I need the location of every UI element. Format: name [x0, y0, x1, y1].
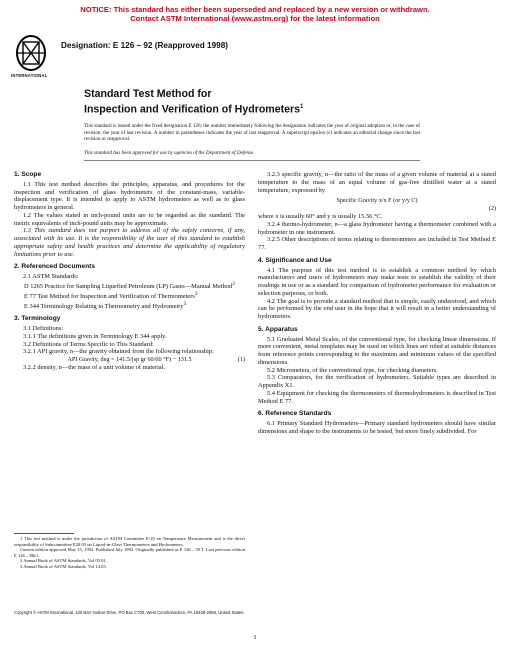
footnote-3: 3 Annual Book of ASTM Standards, Vol 14.03.: [20, 563, 107, 569]
designation: Designation: E 126 – 92 (Reapproved 1998): [61, 41, 228, 50]
footnote-2: 2 Annual Book of ASTM Standards, Vol 05.01.: [20, 558, 107, 564]
para-3-2-1: 3.2.1 API gravity, n—the gravity obtained from the following relationship:: [23, 348, 214, 356]
para-2-1: 2.1 ASTM Standards:: [23, 273, 79, 280]
intro-paragraph: This standard is issued under the fixed designation E 126; the number immediately following the designation indicates the year of original adoption or, in the case of revision, the year of last revision. A number in parentheses indicates the year of last reapproval. A superscript epsilon (ε) indicates an editorial change since the last revision or reapproval.: [84, 123, 420, 142]
para-1-2: 1.2 The values stated in inch-pound units are to be regarded as the standard. The metric equivalents of inch-pound units may be approximate.: [14, 211, 245, 227]
section-3-heading: 3. Terminology: [14, 315, 61, 323]
reference-e344: E 344 Terminology Relating to Thermometry and Hydrometry$^3$: [24, 300, 187, 310]
copyright-line: Copyright © ASTM International, 100 Barr Harbor Drive, PO Box C700, West Conshohocken, PA 19428-2959, United States.: [14, 610, 245, 615]
section-6-heading: 6. Reference Standards: [258, 410, 332, 418]
para-5-2: 5.2 Micrometers, of the conventional type, for checking diameters.: [267, 366, 438, 374]
notice-line-2: Contact ASTM International (www.astm.org) for the latest information: [130, 14, 380, 23]
notice-banner: [0, 5, 510, 23]
section-5-heading: 5. Apparatus: [258, 325, 298, 333]
equation-1: API Gravity, deg = 141.5/(sp gr 60/60 °F) − 131.5 (1): [67, 356, 245, 364]
left-column: [14, 171, 245, 372]
para-5-4: 5.4 Equipment for checking the thermometers of thermohydrometers is described in Test Method E 77.: [258, 389, 496, 405]
para-3-2-4: 3.2.4 thermo-hydrometer, n—a glass hydrometer having a thermometer combined with a hydrometer in one instrument.: [258, 220, 496, 236]
header-divider: [84, 160, 420, 161]
section-4-heading: 4. Significance and Use: [258, 256, 332, 264]
para-1-1: 1.1 This test method describes the principles, apparatus, and procedures for the inspection and verification of glass hydrometers of the constant-mass, variable-displacement type. It is intended to apply to ASTM hydrometers as well as to glass hydrometers in general.: [14, 180, 245, 211]
right-column: [258, 171, 496, 436]
title-line-2: Inspection and Verification of Hydrometers: [84, 103, 301, 116]
equation-2: Specific Gravity x/x F (or y/y C) (2): [336, 197, 496, 213]
para-1-3: 1.3 This standard does not purport to address all of the safety concerns, if any, associated with its use. It is the responsibility of the user of this standard to establish appropriate safety and health practices and determine the applicability of regulatory limitations prior to use.: [14, 227, 245, 258]
notice-line-1: NOTICE: This standard has either been superseded and replaced by a new version or withdrawn.: [80, 5, 430, 14]
page-number: 1: [253, 634, 257, 641]
section-2-heading: 2. Referenced Documents: [14, 263, 95, 271]
reference-e77: E 77 Test Method for Inspection and Verification of Thermometers$^3$: [24, 290, 198, 300]
para-5-1: 5.1 Graduated Metal Scales, of the conventional type, for checking linear dimensions. If more convenient, metal templates may be used on which lines are ruled at suitable distances from reference points corresponding to the maximum and minimum values of the specified dimensions.: [258, 335, 496, 366]
para-5-3: 5.3 Comparators, for the verification of hydrometers. Suitable types are described in Appendix X1.: [258, 374, 496, 389]
para-3-2: 3.2 Definitions of Terms Specific to This Standard:: [23, 340, 154, 348]
para-4-2: 4.2 The goal is to provide a standard method that is simple, easily understood, and which can be performed by the end user in the hope that it will result in a better understanding of hydrometers.: [258, 297, 496, 320]
footnote-1b: Current edition approved May 15, 1992. Published July 1992. Originally published as E 126 – 59 T. Last previous edition E 126 – 88ε1.: [14, 547, 245, 558]
footnote-1: 1 This test method is under the jurisdiction of ASTM Committee E-20 on Temperature Measurement and is the direct responsibility of Subcommittee E20.05 on Liquid-in-Glass Thermometers and Hydrometers.: [14, 536, 245, 547]
defense-approval: This standard has been approved for use by agencies of the Department of Defense.: [84, 150, 255, 156]
para-3-2-5: 3.2.5 Other descriptions of terms relating to thermometers are included in Test Method E 77.: [258, 236, 496, 251]
footnote-divider: [14, 533, 74, 534]
footnotes: [14, 536, 245, 570]
logo-text: INTERNATIONAL: [11, 73, 48, 78]
astm-logo-icon: [14, 34, 48, 72]
para-3-1: 3.1 Definitions:: [23, 325, 64, 333]
para-where: where x is usually 60° and y is usually 15.56 °C.: [258, 213, 383, 220]
reference-d1265: D 1265 Practice for Sampling Liquefied Petroleum (LP) Gases—Manual Method$^2$: [24, 280, 235, 290]
para-4-1: 4.1 The purpose of this test method is to establish a common method by which manufacturers and users of hydrometers may make tests to establish the validity of their readings in use or as a standard for comparison of hydrometer performance for evaluation or selection purposes, or both.: [258, 266, 496, 297]
section-1-heading: 1. Scope: [14, 171, 42, 178]
title-line-1: Standard Test Method for: [84, 88, 212, 100]
document-title: [84, 88, 303, 116]
para-3-1-1: 3.1.1 The definitions given in Terminology E 344 apply.: [23, 332, 167, 340]
para-3-2-3: 3.2.3 specific gravity, n—the ratio of the mass of a given volume of material at a stated temperature to the mass of an equal volume of gas-free distilled water at a stated temperature, expressed by: [258, 171, 496, 194]
title-footnote-ref: 1: [300, 103, 304, 110]
para-3-2-2: 3.2.2 density, n—the mass of a unit volume of material.: [23, 363, 166, 371]
para-6-1: 6.1 Primary Standard Hydrometers—Primary standard hydrometers should have similar dimensions and shape to the instruments to be tested, but more finely subdivided. For: [258, 420, 496, 435]
